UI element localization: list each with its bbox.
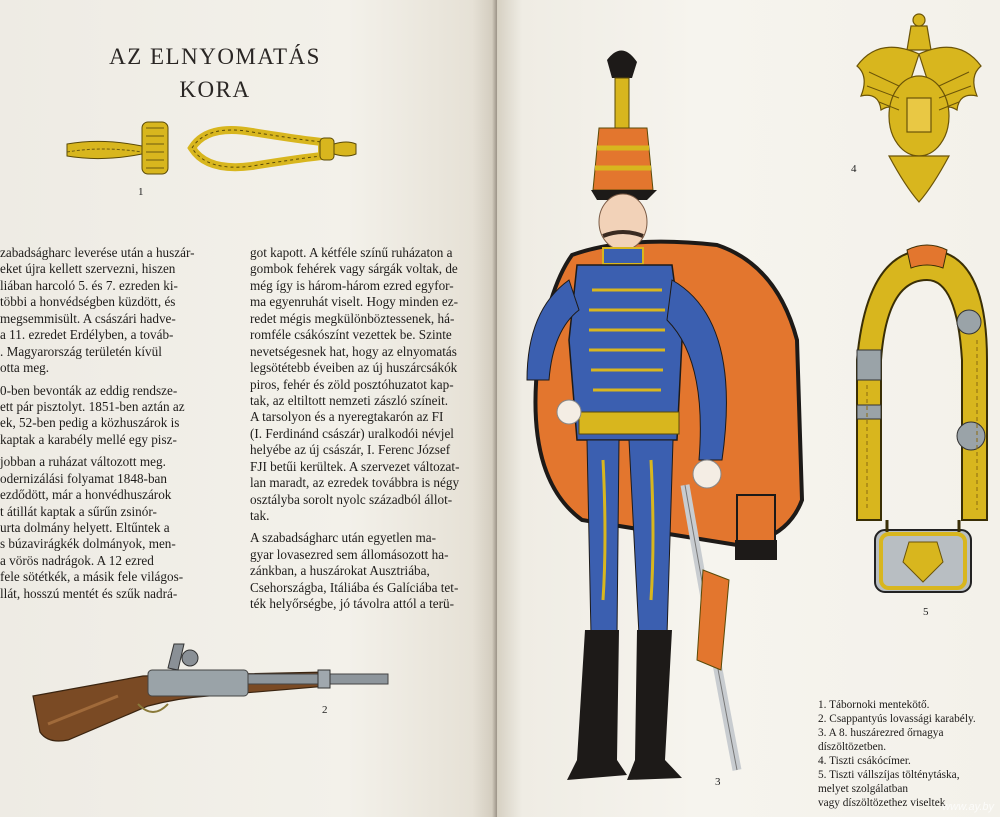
- text-line: liában harcoló 5. és 7. ezreden ki-: [0, 277, 178, 293]
- figure-3-number: 3: [715, 776, 721, 788]
- text-line: A szabadságharc után egyetlen ma-: [250, 530, 437, 546]
- caption-line: vagy díszöltözethez viseltek: [818, 797, 946, 809]
- text-line: tak, az eltiltott nemzeti zászló színeit.: [250, 392, 449, 408]
- caption-line: melyet szolgálatban: [818, 783, 909, 795]
- text-line: ezdődött, már a honvédhuszárok: [0, 487, 172, 503]
- text-column-1: [0, 245, 195, 602]
- text-line: (I. Ferdinánd császár) uralkodói névjel: [250, 425, 454, 441]
- text-line: FJI betűi kerültek. A szervezet változat-: [250, 458, 460, 474]
- text-line: t átillát kaptak a sűrűn zsinór-: [0, 503, 157, 519]
- text-line: lan maradt, az ezredek továbbra is négy: [250, 475, 460, 491]
- left-page: [0, 0, 497, 817]
- text-line: llát, hosszú mentét és szűk nadrá-: [0, 585, 178, 601]
- text-line: megsemmisült. A császári hadve-: [0, 310, 176, 326]
- text-line: gombok fehérek vagy sárgák voltak, de: [250, 261, 458, 277]
- text-line: a vörös nadrágok. A 12 ezred: [0, 552, 154, 568]
- text-line: a 11. ezredet Erdélyben, a továb-: [0, 327, 174, 343]
- text-line: redet mégis megkülönböztessenek, há-: [250, 310, 455, 326]
- text-line: odernizálási folyamat 1848-ban: [0, 470, 167, 486]
- text-line: ték helyőrségbe, jó távolra attól a terü-: [250, 596, 454, 612]
- text-line: osztályba sorolt nyolc századból állot-: [250, 491, 453, 507]
- caption-line: 5. Tiszti vállszíjas tölténytáska,: [818, 769, 960, 781]
- text-line: got kapott. A kétféle színű ruházaton a: [250, 245, 453, 260]
- text-line: eket újra kellett szervezni, hiszen: [0, 261, 176, 277]
- text-line: még így is három-három ezred egyfor-: [250, 277, 454, 293]
- text-line: otta meg.: [0, 360, 50, 376]
- text-line: kaptak a karabély mellé egy pisz-: [0, 431, 177, 447]
- text-column-2: [250, 245, 459, 613]
- cord-illustration: [62, 118, 362, 178]
- watermark: www.ay.by: [942, 801, 994, 813]
- text-line: . Magyarország területén kívül: [0, 343, 162, 359]
- text-line: tak.: [250, 508, 270, 523]
- eagle-emblem-illustration: [849, 6, 989, 206]
- figure-2-number: 2: [322, 704, 328, 716]
- figure-4-number: 4: [851, 163, 857, 175]
- caption-line: 4. Tiszti csákócímer.: [818, 755, 911, 767]
- text-line: ek, 52-ben pedig a közhuszárok is: [0, 415, 180, 431]
- text-line: Csehországba, Itáliába és Galíciába tet-: [250, 579, 459, 595]
- text-line: fele sötétkék, a másik fele világos-: [0, 569, 184, 585]
- text-line: s búzavirágkék dolmányok, men-: [0, 536, 176, 552]
- text-line: többi a honvédségben küzdött, és: [0, 294, 176, 310]
- hussar-officer-illustration: [507, 40, 807, 815]
- text-line: zabadságharc leverése után a huszár-: [0, 245, 195, 260]
- text-line: zánkban, a huszárokat Ausztriába,: [250, 563, 430, 579]
- caption-line: 2. Csappantyús lovassági karabély.: [818, 713, 976, 725]
- caption-line: 1. Tábornoki mentekötő.: [818, 699, 930, 711]
- text-line: romféle csákószínt vezettek be. Szinte: [250, 327, 452, 343]
- caption-line: díszöltözetben.: [818, 741, 887, 753]
- text-line: ett pár pisztolyt. 1851-ben aztán az: [0, 398, 185, 414]
- text-line: legsötétebb éveiben az új huszárcsákók: [250, 360, 458, 376]
- text-line: jobban a ruházat változott meg.: [0, 454, 166, 470]
- text-line: A tarsolyon és a nyeregtakarón az FI: [250, 409, 444, 425]
- text-line: piros, fehér és zöld posztóhuzatot kap-: [250, 376, 454, 392]
- cartridge-pouch-illustration: [847, 240, 997, 600]
- caption-line: 3. A 8. huszárezred őrnagya: [818, 727, 944, 739]
- text-line: ma egyenruhát viselt. Hogy minden ez-: [250, 294, 459, 310]
- figure-1-number: 1: [138, 186, 144, 198]
- chapter-title: AZ ELNYOMATÁS KORA: [109, 44, 321, 102]
- figure-5-number: 5: [923, 606, 929, 618]
- text-line: 0-ben bevonták az eddig rendsze-: [0, 382, 178, 398]
- right-page: [497, 0, 1000, 817]
- text-line: nevetségesnek hat, hogy az elnyomatás: [250, 343, 457, 359]
- carbine-illustration: [28, 636, 398, 746]
- text-line: gyar lovasezred sem állomásozott ha-: [250, 546, 449, 562]
- text-line: helyébe az új császár, I. Ferenc József: [250, 442, 451, 458]
- text-line: urta dolmány helyett. Eltűntek a: [0, 520, 170, 535]
- figure-captions: [818, 698, 976, 810]
